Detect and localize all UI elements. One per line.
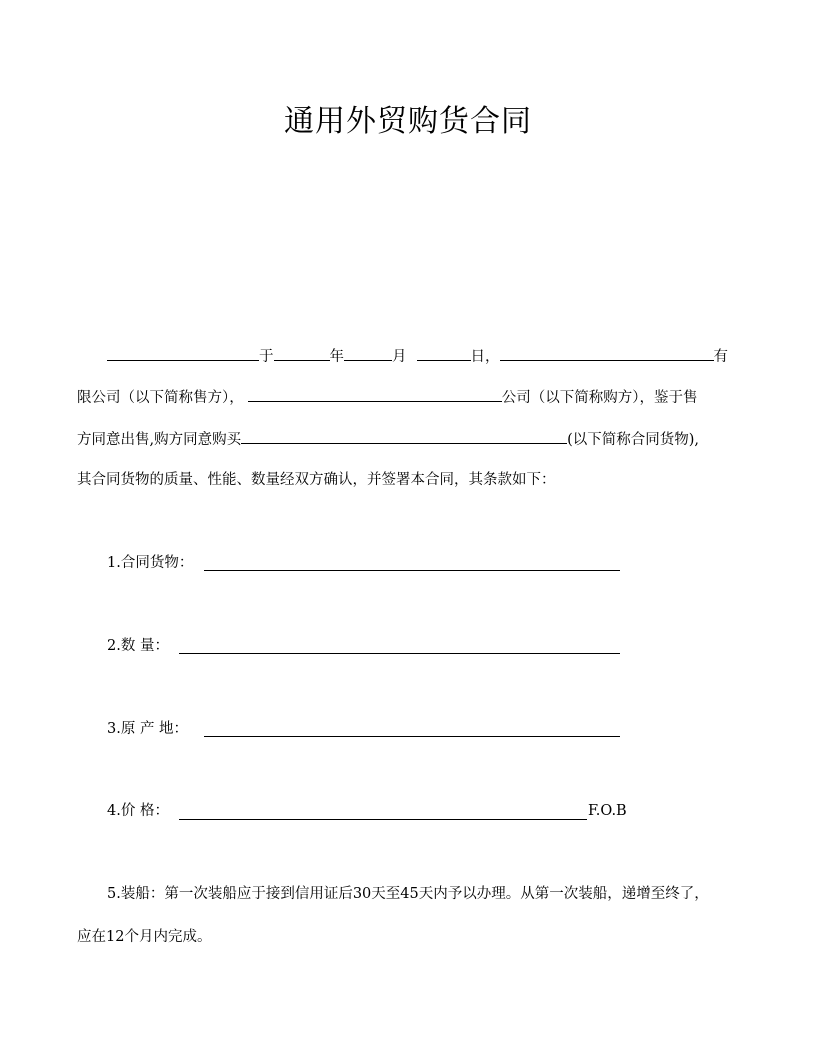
shipping-line-1: 5.装船：第一次装船应于接到信用证后30天至45天内予以办理。从第一次装船，递增至终了， bbox=[107, 886, 709, 902]
intro-line2-a: 限公司（以下简称售方）， bbox=[77, 390, 244, 406]
year-blank[interactable] bbox=[274, 344, 330, 361]
item-goods-blank[interactable] bbox=[204, 569, 620, 571]
intro-line2-b: 公司（以下简称购方），鉴于售 bbox=[501, 390, 698, 406]
item-price-blank[interactable] bbox=[179, 818, 587, 820]
intro-ri: 日， bbox=[470, 349, 500, 365]
intro-line-4: 其合同货物的质量、性能、数量经双方确认，并签署本合同，其条款如下： bbox=[77, 472, 556, 488]
item-price-label: 4.价 格： bbox=[107, 803, 169, 819]
item-origin-blank[interactable] bbox=[204, 735, 620, 737]
intro-yu: 于 bbox=[259, 349, 274, 365]
shipping-line-2: 应在12个月内完成。 bbox=[77, 929, 212, 945]
item-quantity-label: 2.数 量： bbox=[107, 638, 169, 654]
item-origin-label: 3.原 产 地： bbox=[107, 721, 189, 737]
goods-blank[interactable] bbox=[241, 427, 567, 444]
intro-line-3 bbox=[77, 427, 741, 449]
month-blank[interactable] bbox=[344, 344, 392, 361]
seller-name-blank[interactable] bbox=[107, 344, 259, 361]
day-blank[interactable] bbox=[417, 344, 471, 361]
intro-you: 有 bbox=[713, 349, 728, 365]
item-quantity-blank[interactable] bbox=[179, 652, 620, 654]
item-goods-label: 1.合同货物： bbox=[107, 555, 194, 571]
buyer-name-blank[interactable] bbox=[248, 385, 502, 402]
intro-line-1 bbox=[77, 344, 741, 366]
intro-line3-a: 方同意出售,购方同意购买 bbox=[77, 432, 242, 448]
item-price-suffix: F.O.B bbox=[588, 803, 627, 819]
intro-nian: 年 bbox=[329, 349, 344, 365]
document-title: 通用外贸购货合同 bbox=[284, 104, 532, 139]
intro-line-2 bbox=[77, 385, 741, 407]
intro-line3-b: (以下简称合同货物), bbox=[567, 432, 700, 448]
intro-yue: 月 bbox=[392, 349, 407, 365]
company-blank[interactable] bbox=[500, 344, 714, 361]
